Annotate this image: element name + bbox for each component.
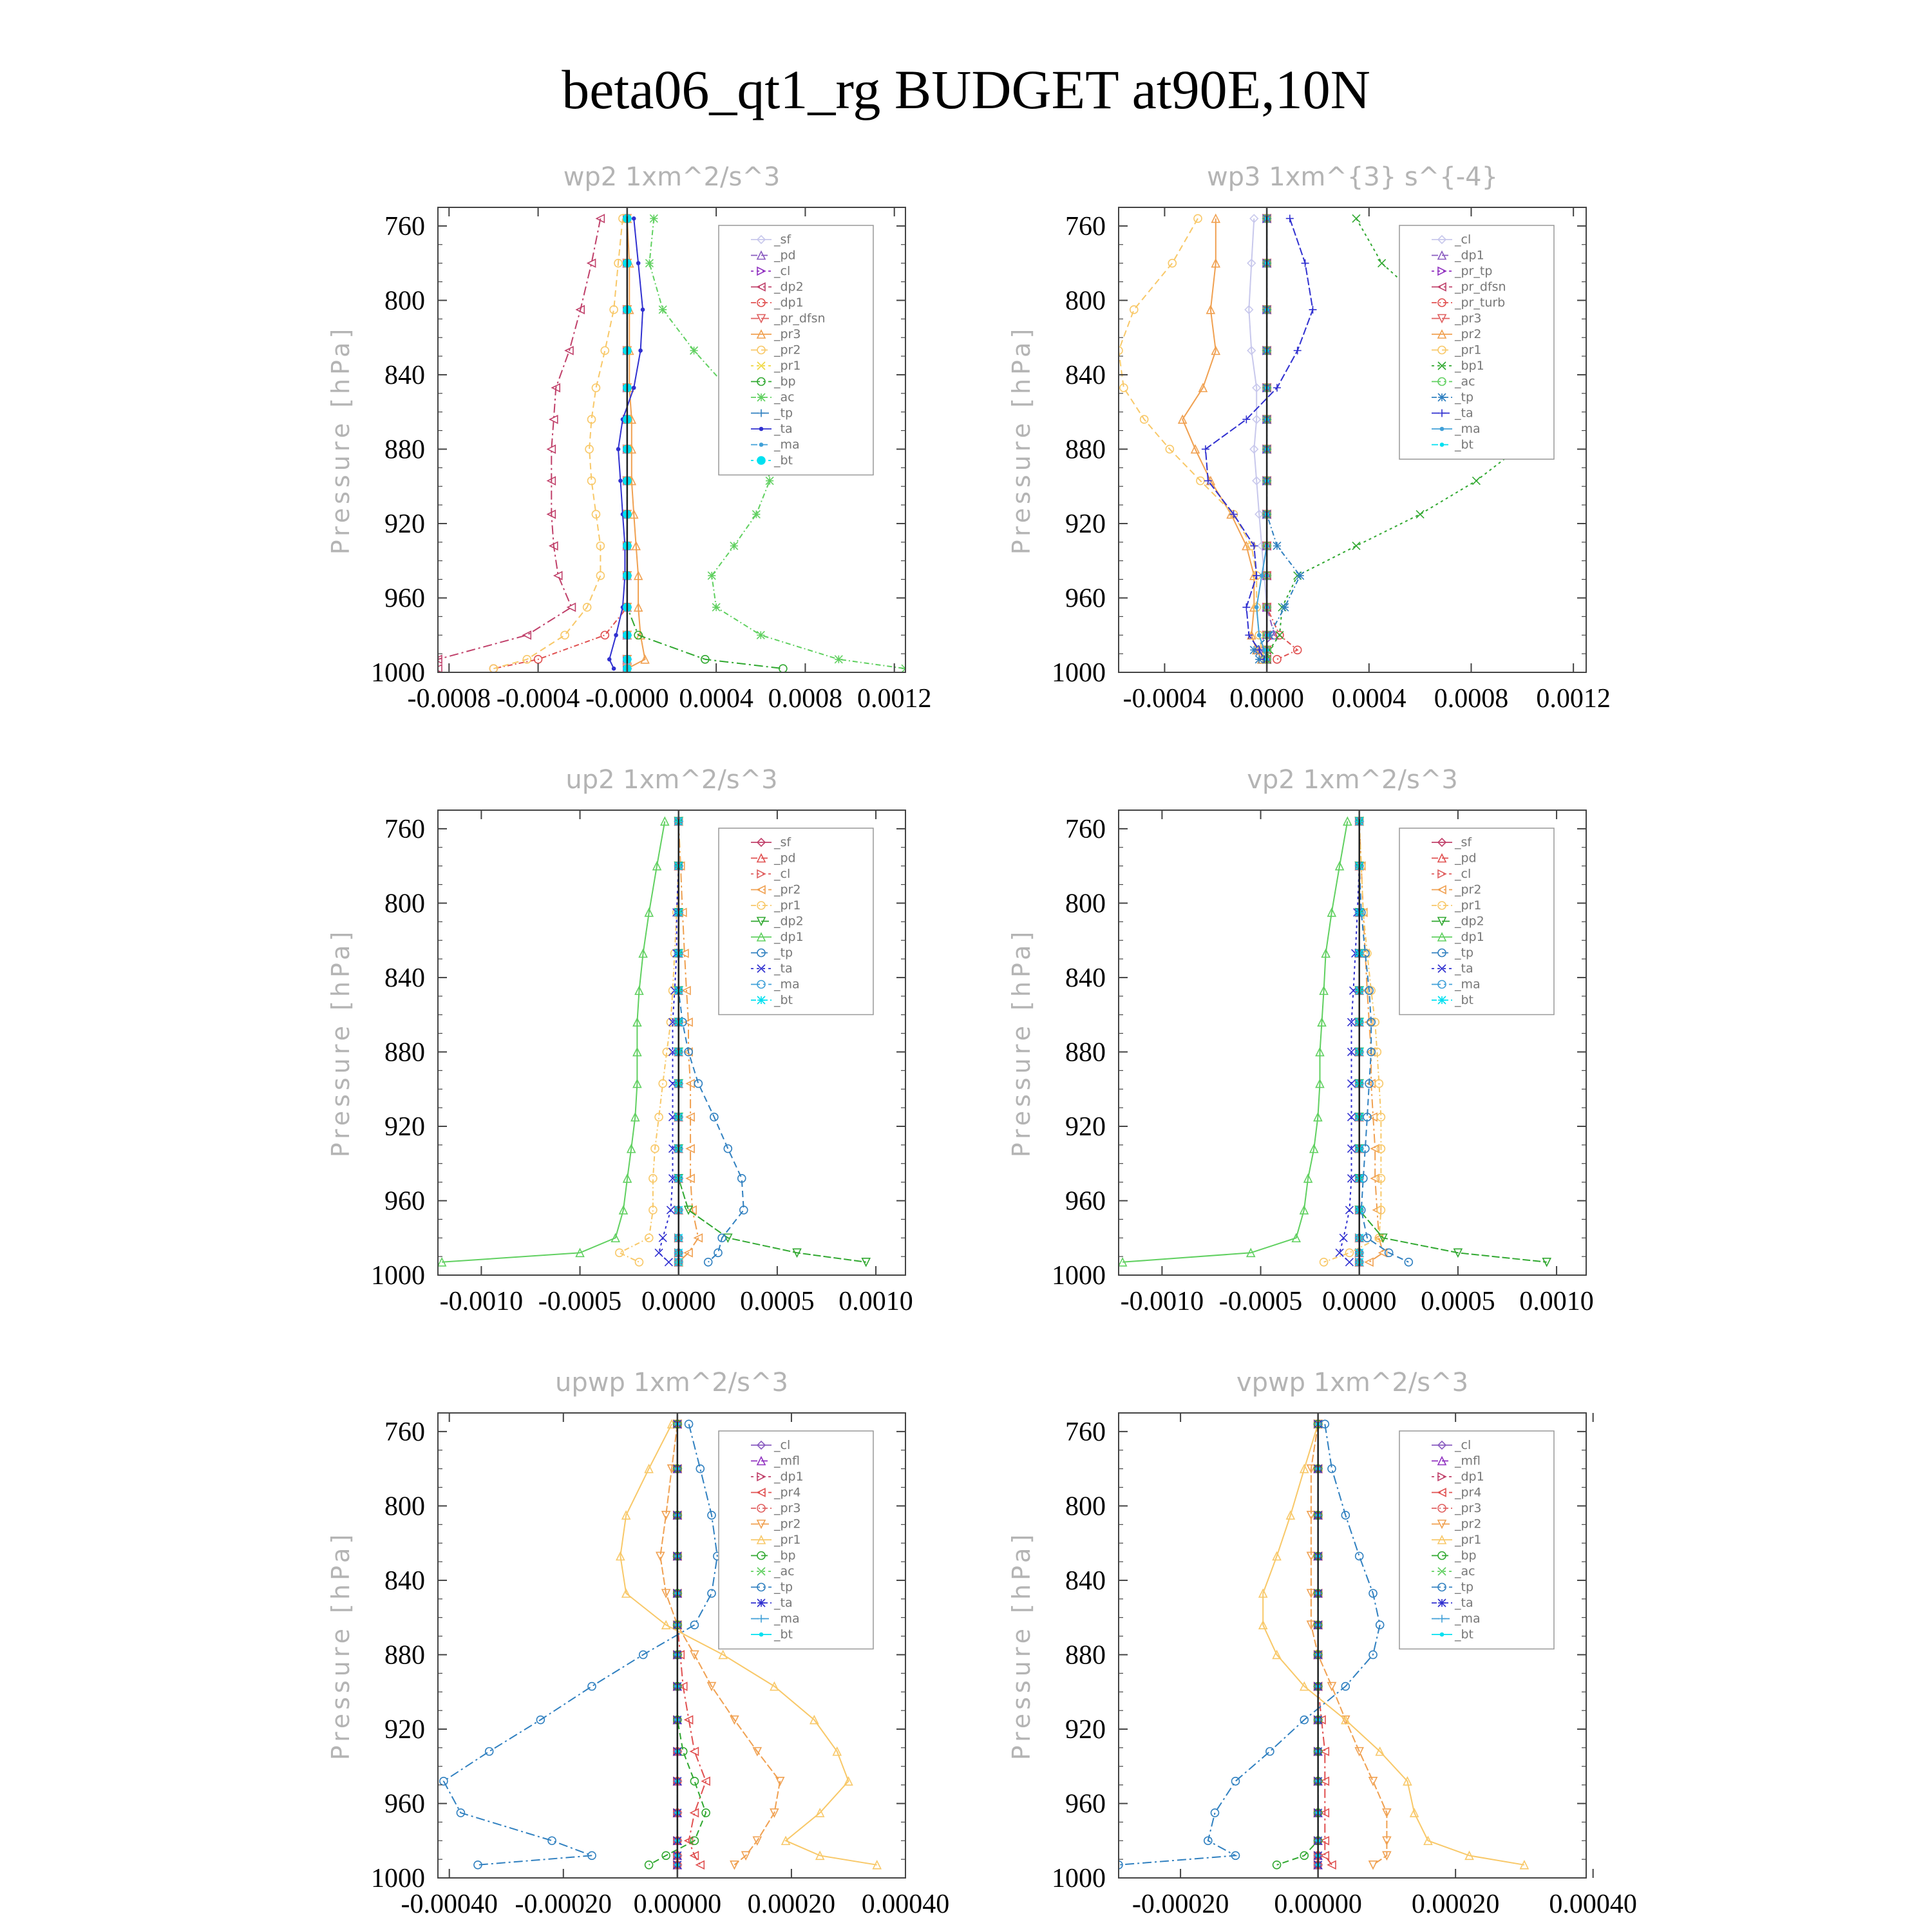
legend-label: _pr3: [774, 1501, 801, 1515]
y-tick-label: 1000: [371, 1261, 425, 1291]
legend-label: _pr4: [1455, 1485, 1482, 1500]
series-point-bp1: [1472, 477, 1480, 485]
x-tick-label: 0.0004: [1332, 684, 1406, 714]
series-point-pr2: [592, 384, 600, 392]
series-point-tp: [714, 1249, 722, 1256]
series-point-ta: [1302, 260, 1309, 267]
series-point-ta: [1347, 1080, 1355, 1088]
series-point-ta: [1347, 1113, 1355, 1121]
series-line-tp: [1119, 1424, 1380, 1865]
series-line-pr2: [679, 821, 699, 1262]
panel-6: [1007, 1368, 1637, 1919]
legend-label: _ta: [1455, 961, 1473, 976]
series-line-dp1: [442, 821, 665, 1262]
series-point-dp2: [523, 631, 531, 639]
series-point-dp1: [601, 631, 609, 639]
legend-label: _ac: [1455, 1564, 1475, 1578]
legend-label: _pr3: [1455, 311, 1482, 326]
series-point-ta: [632, 386, 636, 390]
y-tick-label: 1000: [1052, 1261, 1106, 1291]
legend-marker: [760, 1633, 763, 1636]
legend-marker: [760, 443, 763, 446]
x-tick-label: -0.0008: [407, 684, 491, 714]
series-point-ac: [757, 631, 764, 639]
series-point-tp: [1273, 542, 1281, 550]
legend: [1399, 828, 1554, 1015]
y-tick-label: 760: [1065, 814, 1106, 844]
legend-label: _pd: [774, 851, 796, 866]
series-point-tp: [1281, 603, 1289, 611]
series-point-ac: [645, 260, 653, 267]
series-point-ta: [655, 1249, 663, 1256]
series-point-tp: [548, 1837, 556, 1844]
y-axis-label: Pressure [hPa]: [327, 927, 355, 1158]
legend-label: _pr_turb: [1455, 296, 1506, 310]
legend-label: _cl: [1455, 232, 1472, 247]
series-point-ta: [1242, 603, 1250, 611]
panel-title: vp2 1xm^2/s^3: [1247, 765, 1458, 795]
legend-label: _bp: [774, 1548, 796, 1563]
legend-label: _mfl: [774, 1454, 800, 1468]
series-point-ta: [1345, 1206, 1353, 1214]
series-point-ta: [1309, 306, 1317, 314]
series-line-pr_turb: [1267, 218, 1298, 659]
legend-label: _dp1: [774, 1470, 804, 1484]
legend-label: _mfl: [1455, 1454, 1481, 1468]
series-line-pr2: [493, 218, 623, 668]
legend-label: _pr2: [774, 343, 801, 357]
series-line-dp2: [438, 218, 600, 668]
panels: [327, 162, 1637, 1919]
y-tick-label: 880: [1065, 1640, 1106, 1671]
series-point-pr1: [1345, 1249, 1353, 1256]
series-line-tp: [444, 1424, 717, 1865]
x-tick-label: 0.0010: [1519, 1287, 1594, 1316]
panel-1: [327, 162, 931, 714]
series-point-tp: [1356, 1552, 1363, 1560]
series-line-pr1: [1324, 821, 1381, 1262]
series-line-dp1: [493, 218, 627, 668]
y-tick-label: 960: [384, 583, 425, 614]
legend-label: _pr2: [1455, 1517, 1482, 1531]
panel-4: [1007, 765, 1594, 1316]
series-point-ta: [632, 217, 636, 220]
series-point-ta: [637, 261, 640, 265]
x-tick-label: 0.0010: [838, 1287, 913, 1316]
series-point-bp1: [1352, 542, 1360, 550]
y-tick-label: 920: [384, 1714, 425, 1745]
series-point-ta: [612, 667, 616, 670]
x-tick-label: 0.0000: [641, 1287, 716, 1316]
legend-label: _dp2: [1455, 914, 1484, 929]
x-tick-label: -0.00040: [401, 1889, 498, 1919]
legend-label: _dp1: [1455, 248, 1484, 263]
legend-label: _cl: [774, 1438, 791, 1452]
series-point-tp: [588, 1683, 596, 1690]
series-point-ta: [1286, 214, 1294, 222]
legend-label: _bt: [774, 1627, 793, 1642]
y-tick-label: 800: [384, 889, 425, 919]
series-point-ta: [619, 479, 622, 482]
series-point-tp: [705, 1258, 712, 1266]
y-tick-label: 840: [1065, 1566, 1106, 1596]
legend-label: _tp: [774, 1580, 793, 1595]
y-tick-label: 800: [1065, 889, 1106, 919]
legend-label: _pr3: [774, 327, 801, 341]
legend-label: _bp1: [1455, 359, 1484, 373]
series-point-tp: [1266, 1748, 1274, 1756]
legend-marker: [1438, 996, 1446, 1004]
y-tick-label: 880: [384, 1640, 425, 1671]
x-tick-label: 0.00000: [633, 1889, 722, 1919]
legend-label: _pr3: [1455, 1501, 1482, 1515]
y-tick-label: 840: [1065, 963, 1106, 993]
series-point-ac: [659, 306, 667, 314]
y-tick-label: 760: [1065, 1417, 1106, 1447]
legend-label: _sf: [774, 835, 791, 849]
legend-label: _cl: [774, 264, 791, 278]
x-tick-label: 0.00000: [1274, 1889, 1362, 1919]
y-tick-label: 840: [384, 1566, 425, 1596]
series-line-pr4: [677, 1424, 706, 1865]
series-point-ta: [1340, 1234, 1347, 1242]
series-line-dp1: [1122, 821, 1347, 1262]
y-axis-label: Pressure [hPa]: [327, 1530, 355, 1761]
y-tick-label: 960: [1065, 1789, 1106, 1819]
y-tick-label: 1000: [1052, 658, 1106, 688]
y-tick-label: 880: [1065, 435, 1106, 465]
x-tick-label: -0.00020: [515, 1889, 612, 1919]
series-point-tp: [694, 1080, 702, 1088]
y-tick-label: 880: [384, 1037, 425, 1068]
series-line-ta: [1340, 821, 1359, 1262]
y-tick-label: 960: [1065, 583, 1106, 614]
x-tick-label: 0.00040: [1549, 1889, 1637, 1919]
series-point-pr_turb: [1273, 656, 1281, 663]
legend-marker: [1441, 428, 1444, 431]
legend-label: _dp2: [774, 279, 804, 294]
series-point-ta: [1250, 542, 1258, 550]
legend-label: _ac: [774, 390, 795, 404]
legend-label: _pr1: [774, 359, 801, 373]
x-tick-label: 0.0004: [679, 684, 753, 714]
x-tick-label: -0.0000: [585, 684, 669, 714]
y-tick-label: 960: [1065, 1186, 1106, 1217]
y-tick-label: 880: [384, 435, 425, 465]
series-point-ac: [766, 477, 773, 485]
series-point-pr4: [696, 1861, 704, 1869]
legend-label: _pr2: [1455, 882, 1482, 897]
series-point-ma: [1255, 605, 1258, 609]
legend-marker: [760, 428, 763, 431]
series-point-ta: [617, 448, 620, 451]
x-tick-label: -0.0005: [538, 1287, 622, 1316]
series-point-bp1: [1378, 260, 1386, 267]
series-point-bp: [1273, 1861, 1281, 1869]
series-point-ta: [614, 634, 618, 637]
series-point-pr1: [616, 1249, 623, 1256]
x-tick-label: 0.0000: [1321, 1287, 1397, 1316]
y-tick-label: 920: [1065, 1714, 1106, 1745]
legend-label: _ma: [774, 977, 800, 992]
series-point-ac: [752, 511, 760, 518]
legend-label: _bt: [1455, 1627, 1474, 1642]
legend-label: _bt: [1455, 437, 1474, 452]
legend-label: _pr2: [1455, 327, 1482, 341]
legend-marker: [1441, 443, 1444, 446]
legend-label: _bt: [774, 993, 793, 1007]
legend-label: _ta: [774, 422, 793, 436]
legend-label: _pr1: [1455, 343, 1482, 357]
y-tick-label: 920: [1065, 509, 1106, 539]
series-point-dp2: [567, 603, 575, 611]
series-point-ac: [730, 542, 738, 550]
series-point-pr1: [1168, 260, 1176, 267]
x-tick-label: 0.0000: [1229, 684, 1304, 714]
y-axis-label: Pressure [hPa]: [1007, 325, 1036, 555]
legend-label: _cl: [774, 867, 791, 881]
legend-label: _bp: [1455, 1548, 1477, 1563]
legend-label: _ma: [1455, 1611, 1481, 1626]
legend: [1399, 1431, 1554, 1649]
y-tick-label: 800: [384, 286, 425, 316]
y-tick-label: 840: [1065, 360, 1106, 390]
series-point-ta: [641, 308, 645, 311]
legend-label: _pr1: [774, 1533, 801, 1547]
series-point-ta: [639, 349, 642, 352]
legend: [719, 1431, 873, 1649]
legend: [719, 225, 873, 475]
legend-label: _pd: [1455, 851, 1477, 866]
legend-marker: [757, 1599, 765, 1607]
panel-2: [1007, 162, 1611, 714]
series-point-ta: [1336, 1249, 1343, 1256]
legend-label: _ta: [1455, 1596, 1473, 1610]
series-point-ta: [1345, 1258, 1353, 1266]
figure-title: beta06_qt1_rg BUDGET at90E,10N: [562, 59, 1370, 120]
x-tick-label: 0.0008: [1434, 684, 1509, 714]
x-tick-label: 0.00020: [1411, 1889, 1500, 1919]
legend-label: _sf: [774, 232, 791, 247]
legend-marker: [1438, 1599, 1446, 1607]
panel-title: vpwp 1xm^2/s^3: [1236, 1368, 1469, 1397]
x-tick-label: -0.0010: [1120, 1287, 1204, 1316]
legend-label: _bt: [1455, 993, 1474, 1007]
legend-label: _tp: [1455, 390, 1474, 404]
y-tick-label: 800: [1065, 1492, 1106, 1522]
legend-label: _tp: [1455, 945, 1474, 960]
panel-5: [327, 1368, 949, 1919]
series-point-ac: [712, 603, 720, 611]
y-tick-label: 960: [384, 1789, 425, 1819]
x-tick-label: 0.0008: [768, 684, 843, 714]
legend-marker: [757, 457, 765, 464]
series-point-ac: [708, 572, 715, 580]
series-point-pr2: [1365, 1258, 1373, 1266]
legend-label: _cl: [1455, 867, 1472, 881]
panel-3: [327, 765, 913, 1316]
legend-label: _pr1: [1455, 898, 1482, 913]
y-tick-label: 920: [384, 1112, 425, 1142]
series-point-pr2: [1369, 1777, 1377, 1785]
series-point-pr1: [1130, 306, 1138, 314]
legend: [719, 828, 873, 1015]
y-tick-label: 760: [384, 814, 425, 844]
legend-label: _cl: [1455, 1438, 1472, 1452]
legend-label: _pr1: [774, 898, 801, 913]
series-point-pr2: [561, 631, 569, 639]
y-tick-label: 1000: [371, 1864, 425, 1893]
legend-marker: [1441, 1633, 1444, 1636]
legend-label: _tp: [774, 945, 793, 960]
series-point-ta: [667, 1206, 674, 1214]
x-tick-label: 0.00040: [861, 1889, 950, 1919]
x-tick-label: -0.00020: [1132, 1889, 1229, 1919]
legend-label: _sf: [1455, 835, 1472, 849]
series-point-pr2: [1328, 1683, 1336, 1690]
series-point-bp: [645, 1861, 653, 1869]
x-tick-label: 0.0012: [857, 684, 932, 714]
legend-marker: [757, 996, 765, 1004]
legend-label: _tp: [774, 406, 793, 421]
series-point-tp: [1296, 572, 1304, 580]
legend-label: _pr_dfsn: [774, 311, 826, 326]
y-axis-label: Pressure [hPa]: [327, 325, 355, 555]
y-tick-label: 760: [1065, 211, 1106, 242]
series-point-bp: [779, 665, 787, 672]
legend-marker: [757, 393, 765, 401]
legend-label: _dp1: [1455, 930, 1484, 944]
legend-label: _pr4: [774, 1485, 801, 1500]
y-axis-label: Pressure [hPa]: [1007, 927, 1036, 1158]
series-point-pr4: [690, 1809, 698, 1817]
panel-title: wp3 1xm^{3} s^{-4}: [1206, 162, 1499, 192]
legend-label: _pr2: [774, 1517, 801, 1531]
legend-label: _pd: [774, 248, 796, 263]
legend-label: _tp: [1455, 1580, 1474, 1595]
x-tick-label: -0.0004: [496, 684, 580, 714]
legend-label: _pr2: [774, 882, 801, 897]
legend-label: _pr_tp: [1455, 264, 1493, 278]
y-tick-label: 760: [384, 1417, 425, 1447]
x-tick-label: -0.0010: [439, 1287, 524, 1316]
series-line-pr1: [620, 821, 679, 1262]
series-line-pr4: [1318, 1424, 1332, 1865]
x-tick-label: 0.0005: [740, 1287, 815, 1316]
legend-marker: [1438, 393, 1446, 401]
series-point-bp1: [1352, 214, 1360, 222]
series-point-ta: [1273, 384, 1281, 392]
legend-label: _ta: [1455, 406, 1473, 421]
series-point-ma: [1258, 634, 1261, 637]
legend-label: _pr_dfsn: [1455, 279, 1506, 294]
y-tick-label: 920: [1065, 1112, 1106, 1142]
series-line-cl: [1249, 218, 1267, 659]
legend-label: _dp1: [1455, 1470, 1484, 1484]
legend-label: _ac: [1455, 374, 1475, 389]
legend-label: _ma: [1455, 422, 1481, 436]
legend-label: _dp1: [774, 296, 804, 310]
y-tick-label: 920: [384, 509, 425, 539]
series-line-pr3: [627, 218, 645, 668]
y-tick-label: 760: [384, 211, 425, 242]
series-point-tp: [486, 1748, 493, 1756]
x-tick-label: 0.00020: [747, 1889, 836, 1919]
y-tick-label: 960: [384, 1186, 425, 1217]
series-point-tp: [1232, 1777, 1240, 1785]
legend-label: _ta: [774, 961, 793, 976]
legend-label: _dp1: [774, 930, 804, 944]
series-line-tp: [1254, 218, 1300, 659]
panel-title: up2 1xm^2/s^3: [565, 765, 778, 795]
y-tick-label: 880: [1065, 1037, 1106, 1068]
legend-label: _ma: [774, 1611, 800, 1626]
series-point-ac: [650, 214, 658, 222]
series-point-bp: [690, 1777, 698, 1785]
series-point-dp2: [862, 1258, 870, 1266]
series-point-ta: [659, 1234, 667, 1242]
y-tick-label: 840: [384, 963, 425, 993]
legend-label: _ma: [1455, 977, 1481, 992]
legend-label: _bt: [774, 453, 793, 468]
legend-label: _bp: [774, 374, 796, 389]
series-point-ac: [690, 346, 698, 354]
panel-title: wp2 1xm^2/s^3: [563, 162, 781, 192]
x-tick-label: -0.0005: [1218, 1287, 1303, 1316]
series-point-ta: [665, 1258, 672, 1266]
legend-label: _ma: [774, 437, 800, 452]
y-tick-label: 840: [384, 360, 425, 390]
y-tick-label: 1000: [1052, 1864, 1106, 1893]
y-axis-label: Pressure [hPa]: [1007, 1530, 1036, 1761]
legend-label: _ta: [774, 1596, 793, 1610]
y-tick-label: 800: [384, 1492, 425, 1522]
panel-title: upwp 1xm^2/s^3: [555, 1368, 788, 1397]
y-tick-label: 1000: [371, 658, 425, 688]
legend-label: _pr1: [1455, 1533, 1482, 1547]
series-point-ma: [1260, 574, 1264, 577]
series-point-ac: [835, 656, 842, 663]
legend-label: _ac: [774, 1564, 795, 1578]
series-point-pr1: [1320, 1258, 1328, 1266]
legend-label: _dp2: [774, 914, 804, 929]
legend: [1399, 225, 1554, 459]
series-point-pr1: [635, 1258, 643, 1266]
series-point-pr2: [687, 1145, 694, 1153]
series-point-ta: [608, 658, 611, 661]
x-tick-label: 0.0005: [1421, 1287, 1495, 1316]
x-tick-label: 0.0012: [1536, 684, 1611, 714]
series-point-ta: [1294, 346, 1302, 354]
series-point-bp1: [1416, 511, 1424, 518]
y-tick-label: 800: [1065, 286, 1106, 316]
x-tick-label: -0.0004: [1122, 684, 1207, 714]
